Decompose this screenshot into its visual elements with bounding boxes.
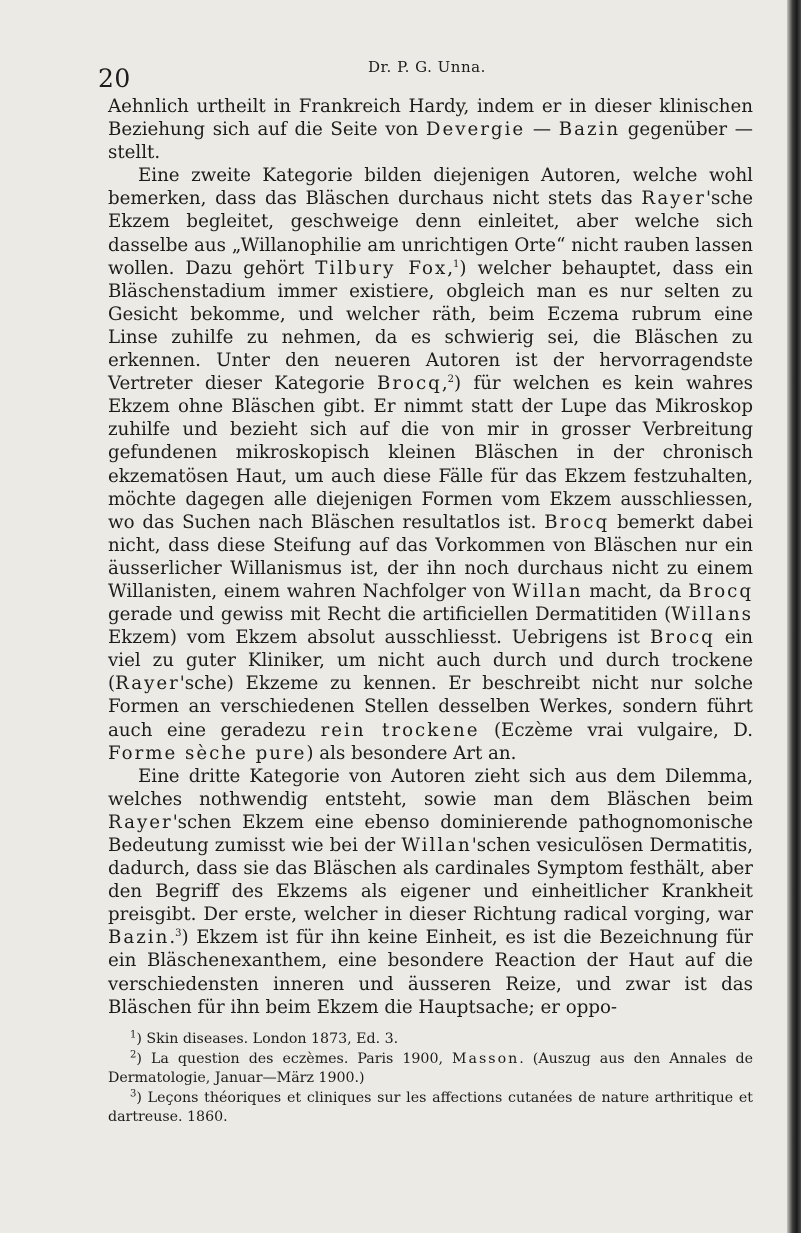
- spaced-name: Bazin: [558, 119, 621, 141]
- text-run: 'schen vesiculösen Dermatitis, dadurch, dass sie das Bläschen als cardinales Symptom festhält, aber den Begriff des Ekzems als eigener und einheitlicher Krankheit preisgibt. Der erste, welcher in dieser Richtung radical vorging, war: [108, 835, 753, 926]
- text-run: ) als besondere Art an.: [306, 742, 517, 764]
- spaced-name: rein trockene: [320, 719, 480, 741]
- text-run: ) Ekzem ist für ihn keine Einheit, es ist die Bezeichnung für ein Bläschenexanthem, eine besondere Reaction der Haut auf die verschiedensten inneren und äusseren Reize, und zwar ist das Bläschen für ihn beim Ekzem die Hauptsache; er oppo-: [108, 927, 753, 1018]
- spaced-name: Willan: [401, 835, 472, 856]
- text-run: 'schen Ekzem eine ebenso dominierende pathognomonische Bedeutung zumisst wie bei der: [108, 811, 753, 856]
- spaced-name: Rayer: [108, 811, 173, 833]
- text-run: Aehnlich urtheilt in Frankreich Hardy, indem er in dieser klinischen Beziehung sich auf die Seite von: [108, 96, 753, 141]
- footnote-2: [108, 1050, 753, 1089]
- text-run: bemerkt dabei nicht, dass diese Steifung auf das Vorkommen von Bläschen nur ein äusserlicher Willanismus ist, der ihn noch durchaus nicht zu einem Willanisten, einem wahren Nachfolger von: [108, 511, 753, 602]
- text-run: Eine zweite Kategorie bilden diejenigen Autoren, welche wohl bemerken, dass das Bläschen durchaus nicht stets das: [108, 165, 753, 210]
- page-edge-shadow: [787, 0, 801, 1233]
- spaced-name: Masson: [452, 1050, 520, 1067]
- spaced-name: Forme sèche pure: [108, 742, 307, 764]
- text-run: —: [525, 119, 559, 141]
- text-run: (Eczème vrai vulgaire, D.: [479, 719, 753, 741]
- footnote-marker: 2: [447, 374, 454, 386]
- text-run: Ekzem) vom Ekzem absolut ausschliesst. Uebrigens ist: [108, 627, 650, 649]
- text-run: gerade und gewiss mit Recht die artificiellen Dermatitiden (: [108, 604, 672, 626]
- footnote-marker: 1: [130, 1029, 137, 1041]
- spaced-name: Brocq: [688, 580, 753, 602]
- spaced-name: Willans: [671, 604, 753, 626]
- paragraph-1: [108, 95, 753, 164]
- footnote-marker: 1: [453, 258, 460, 270]
- text-run: ) Leçons théoriques et cliniques sur les affections cutanées de nature arthritique et dartreuse. 1860.: [108, 1089, 753, 1125]
- spaced-name: Rayer: [115, 673, 180, 695]
- text-run: ) welcher behauptet, dass ein Bläschenstadium immer existiere, obgleich man es nur selten zu Gesicht bekomme, und welcher räth, beim Eczema rubrum eine Linse zuhilfe zu nehmen, da es schwierig sei, die Bläschen zu erkennen. Unter den neueren Autoren ist der hervorragendste Vertreter dieser Kategorie: [108, 257, 754, 395]
- text-run: ,: [447, 257, 454, 279]
- text-run: ) Skin diseases. London 1873, Ed. 3.: [136, 1031, 399, 1047]
- footnote-marker: 3: [130, 1087, 137, 1099]
- spaced-name: Willan: [512, 580, 583, 602]
- text-run: . (Auszug aus den Annales de Dermatologie, Januar—März 1900.): [108, 1050, 753, 1086]
- page-number: 20: [98, 64, 131, 93]
- running-title: Dr. P. G. Unna.: [368, 58, 486, 76]
- body-text: [108, 95, 753, 1019]
- footnotes: [108, 1030, 753, 1128]
- text-run: macht, da: [582, 580, 689, 602]
- paragraph-2: [108, 164, 753, 764]
- paragraph-3: [108, 765, 753, 1019]
- text-run: ) für welchen es kein wahres Ekzem ohne Bläschen gibt. Er nimmt statt der Lupe das Mikroskop zuhilfe und bezieht sich auf die von mir in grosser Verbreitung gefundenen mikroskopisch kleinen Bläschen in der chronisch ekzematösen Haut, um auch diese Fälle für das Ekzem festzuhalten, möchte dagegen alle diejenigen Formen vom Ekzem ausschliessen, wo das Suchen nach Bläschen resultatlos ist.: [108, 373, 753, 533]
- spaced-name: Devergie: [425, 119, 526, 141]
- footnote-marker: 2: [130, 1048, 137, 1060]
- text-run: .: [169, 927, 176, 949]
- spaced-name: Brocq: [544, 511, 610, 533]
- text-run: 'sche Ekzem begleitet, geschweige denn einleitet, aber welche sich dasselbe aus „Willanophilie am unrichtigen Orte“ nicht rauben lassen wollen. Dazu gehört: [108, 188, 753, 279]
- spaced-name: Brocq: [649, 627, 715, 649]
- text-run: gegenüber — stellt.: [108, 119, 753, 164]
- footnote-1: [108, 1030, 753, 1050]
- text-run: Eine dritte Kategorie von Autoren zieht sich aus dem Dilemma, welches nothwendig entsteht, sowie man dem Bläschen beim: [108, 765, 753, 810]
- spaced-name: Tilbury Fox: [315, 257, 448, 279]
- spaced-name: Bazin: [108, 927, 170, 949]
- text-run: ) La question des eczèmes. Paris 1900,: [136, 1050, 453, 1067]
- text-run: ein viel zu guter Kliniker, um nicht auch durch und durch trockene (: [108, 627, 754, 695]
- spaced-name: Rayer: [641, 188, 706, 210]
- text-run: ,: [441, 373, 448, 395]
- footnote-3: [108, 1089, 753, 1128]
- page-header: [98, 58, 738, 92]
- text-run: 'sche) Ekzeme zu kennen. Er beschreibt nicht nur solche Formen an verschiedenen Stellen desselben Werkes, sondern führt auch eine geradezu: [108, 673, 753, 741]
- footnote-marker: 3: [175, 928, 182, 940]
- spaced-name: Brocq: [376, 373, 442, 395]
